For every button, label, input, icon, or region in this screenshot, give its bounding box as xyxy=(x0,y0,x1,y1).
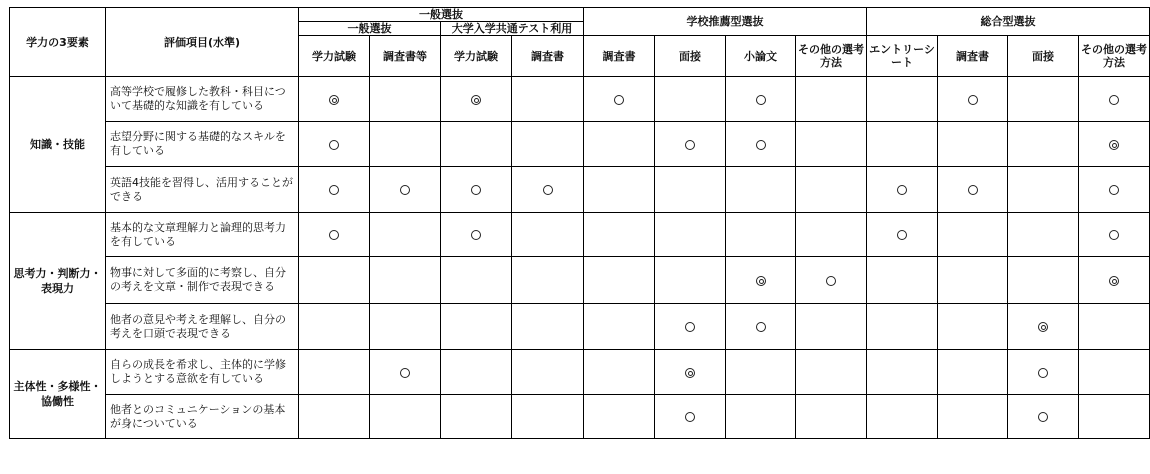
circle-icon xyxy=(1038,368,1048,378)
mark-cell xyxy=(441,77,512,122)
header-general-sub: 一般選抜 xyxy=(299,22,441,36)
column-header: 調査書 xyxy=(938,36,1008,77)
mark-cell xyxy=(867,213,938,257)
circle-icon xyxy=(897,185,907,195)
mark-cell xyxy=(655,304,726,350)
evaluation-table-container xyxy=(9,7,1150,439)
mark-cell xyxy=(441,122,512,167)
mark-cell xyxy=(726,122,796,167)
mark-cell xyxy=(299,167,370,213)
mark-cell xyxy=(867,304,938,350)
mark-cell xyxy=(655,122,726,167)
mark-cell xyxy=(726,167,796,213)
mark-cell xyxy=(1079,350,1150,395)
mark-cell xyxy=(796,213,867,257)
double-circle-icon xyxy=(685,368,695,378)
mark-cell xyxy=(796,122,867,167)
mark-cell xyxy=(441,304,512,350)
header-elements: 学力の3要素 xyxy=(10,8,106,77)
mark-cell xyxy=(299,350,370,395)
mark-cell xyxy=(1079,77,1150,122)
mark-cell xyxy=(512,213,584,257)
table-row xyxy=(10,257,1150,304)
mark-cell xyxy=(370,257,441,304)
circle-icon xyxy=(614,95,624,105)
mark-cell xyxy=(1079,395,1150,439)
double-circle-icon xyxy=(1109,140,1119,150)
mark-cell xyxy=(584,213,655,257)
mark-cell xyxy=(584,350,655,395)
mark-cell xyxy=(370,304,441,350)
column-header: その他の選考方法 xyxy=(796,36,867,77)
element-label: 知識・技能 xyxy=(10,77,106,213)
mark-cell xyxy=(655,395,726,439)
criteria-item: 英語4技能を習得し、活用することができる xyxy=(106,167,299,213)
mark-cell xyxy=(370,122,441,167)
double-circle-icon xyxy=(471,95,481,105)
mark-cell xyxy=(655,167,726,213)
mark-cell xyxy=(299,77,370,122)
mark-cell xyxy=(726,213,796,257)
mark-cell xyxy=(938,395,1008,439)
mark-cell xyxy=(441,350,512,395)
mark-cell xyxy=(1079,213,1150,257)
mark-cell xyxy=(441,213,512,257)
criteria-item: 他者とのコミュニケーションの基本が身についている xyxy=(106,395,299,439)
mark-cell xyxy=(512,167,584,213)
mark-cell xyxy=(796,395,867,439)
circle-icon xyxy=(968,185,978,195)
header-common-test: 大学入学共通テスト利用 xyxy=(441,22,584,36)
mark-cell xyxy=(512,395,584,439)
mark-cell xyxy=(938,213,1008,257)
mark-cell xyxy=(584,122,655,167)
element-label: 思考力・判断力・表現力 xyxy=(10,213,106,350)
mark-cell xyxy=(655,257,726,304)
circle-icon xyxy=(685,412,695,422)
mark-cell xyxy=(796,257,867,304)
circle-icon xyxy=(1109,230,1119,240)
column-header: エントリーシート xyxy=(867,36,938,77)
column-header: 学力試験 xyxy=(441,36,512,77)
criteria-item: 物事に対して多面的に考察し、自分の考えを文章・制作で表現できる xyxy=(106,257,299,304)
mark-cell xyxy=(655,213,726,257)
mark-cell xyxy=(867,122,938,167)
mark-cell xyxy=(370,213,441,257)
mark-cell xyxy=(299,304,370,350)
mark-cell xyxy=(370,395,441,439)
column-header: 面接 xyxy=(1008,36,1079,77)
mark-cell xyxy=(1079,257,1150,304)
criteria-item: 自らの成長を希求し、主体的に学修しようとする意欲を有している xyxy=(106,350,299,395)
criteria-item: 他者の意見や考えを理解し、自分の考えを口頭で表現できる xyxy=(106,304,299,350)
mark-cell xyxy=(938,257,1008,304)
mark-cell xyxy=(1008,122,1079,167)
mark-cell xyxy=(584,77,655,122)
table-row xyxy=(10,122,1150,167)
mark-cell xyxy=(584,304,655,350)
mark-cell xyxy=(938,77,1008,122)
element-label: 主体性・多様性・協働性 xyxy=(10,350,106,439)
double-circle-icon xyxy=(329,95,339,105)
mark-cell xyxy=(867,167,938,213)
criteria-item: 志望分野に関する基礎的なスキルを有している xyxy=(106,122,299,167)
mark-cell xyxy=(1079,304,1150,350)
mark-cell xyxy=(584,395,655,439)
mark-cell xyxy=(441,395,512,439)
column-header: 調査書等 xyxy=(370,36,441,77)
column-header: 調査書 xyxy=(584,36,655,77)
table-row xyxy=(10,304,1150,350)
mark-cell xyxy=(938,167,1008,213)
circle-icon xyxy=(329,230,339,240)
mark-cell xyxy=(441,257,512,304)
column-header: 面接 xyxy=(655,36,726,77)
circle-icon xyxy=(1109,185,1119,195)
mark-cell xyxy=(584,257,655,304)
circle-icon xyxy=(897,230,907,240)
mark-cell xyxy=(796,350,867,395)
mark-cell xyxy=(867,77,938,122)
mark-cell xyxy=(1079,122,1150,167)
mark-cell xyxy=(1008,395,1079,439)
mark-cell xyxy=(299,122,370,167)
mark-cell xyxy=(512,350,584,395)
mark-cell xyxy=(938,122,1008,167)
mark-cell xyxy=(726,350,796,395)
double-circle-icon xyxy=(756,276,766,286)
mark-cell xyxy=(370,350,441,395)
mark-cell xyxy=(1008,350,1079,395)
mark-cell xyxy=(1079,167,1150,213)
circle-icon xyxy=(471,230,481,240)
mark-cell xyxy=(867,257,938,304)
table-row xyxy=(10,350,1150,395)
mark-cell xyxy=(726,257,796,304)
mark-cell xyxy=(512,77,584,122)
mark-cell xyxy=(299,395,370,439)
circle-icon xyxy=(826,276,836,286)
circle-icon xyxy=(685,140,695,150)
mark-cell xyxy=(512,257,584,304)
mark-cell xyxy=(1008,167,1079,213)
column-header: 調査書 xyxy=(512,36,584,77)
mark-cell xyxy=(655,77,726,122)
mark-cell xyxy=(370,167,441,213)
circle-icon xyxy=(329,185,339,195)
criteria-item: 高等学校で履修した教科・科目について基礎的な知識を有している xyxy=(106,77,299,122)
mark-cell xyxy=(867,350,938,395)
header-comprehensive-selection: 総合型選抜 xyxy=(867,8,1150,36)
mark-cell xyxy=(370,77,441,122)
mark-cell xyxy=(726,77,796,122)
circle-icon xyxy=(400,185,410,195)
mark-cell xyxy=(796,167,867,213)
circle-icon xyxy=(756,322,766,332)
mark-cell xyxy=(512,304,584,350)
mark-cell xyxy=(584,167,655,213)
double-circle-icon xyxy=(1038,322,1048,332)
mark-cell xyxy=(655,350,726,395)
mark-cell xyxy=(299,213,370,257)
double-circle-icon xyxy=(1109,276,1119,286)
mark-cell xyxy=(867,395,938,439)
table-body xyxy=(10,77,1150,439)
mark-cell xyxy=(796,77,867,122)
mark-cell xyxy=(726,395,796,439)
column-header: その他の選考方法 xyxy=(1079,36,1150,77)
mark-cell xyxy=(441,167,512,213)
header-school-recommendation: 学校推薦型選抜 xyxy=(584,8,867,36)
mark-cell xyxy=(726,304,796,350)
circle-icon xyxy=(329,140,339,150)
mark-cell xyxy=(938,350,1008,395)
mark-cell xyxy=(1008,304,1079,350)
mark-cell xyxy=(796,304,867,350)
table-row xyxy=(10,213,1150,257)
evaluation-table xyxy=(9,7,1150,439)
mark-cell xyxy=(1008,77,1079,122)
circle-icon xyxy=(756,140,766,150)
mark-cell xyxy=(512,122,584,167)
circle-icon xyxy=(1109,95,1119,105)
mark-cell xyxy=(299,257,370,304)
circle-icon xyxy=(756,95,766,105)
circle-icon xyxy=(1038,412,1048,422)
mark-cell xyxy=(1008,213,1079,257)
circle-icon xyxy=(543,185,553,195)
table-row xyxy=(10,167,1150,213)
table-header xyxy=(10,8,1150,77)
table-row xyxy=(10,77,1150,122)
mark-cell xyxy=(938,304,1008,350)
column-header: 学力試験 xyxy=(299,36,370,77)
header-general-selection: 一般選抜 xyxy=(299,8,584,22)
table-row xyxy=(10,395,1150,439)
column-header: 小論文 xyxy=(726,36,796,77)
header-criteria: 評価項目(水準) xyxy=(106,8,299,77)
circle-icon xyxy=(685,322,695,332)
circle-icon xyxy=(471,185,481,195)
mark-cell xyxy=(1008,257,1079,304)
circle-icon xyxy=(400,368,410,378)
circle-icon xyxy=(968,95,978,105)
criteria-item: 基本的な文章理解力と論理的思考力を有している xyxy=(106,213,299,257)
